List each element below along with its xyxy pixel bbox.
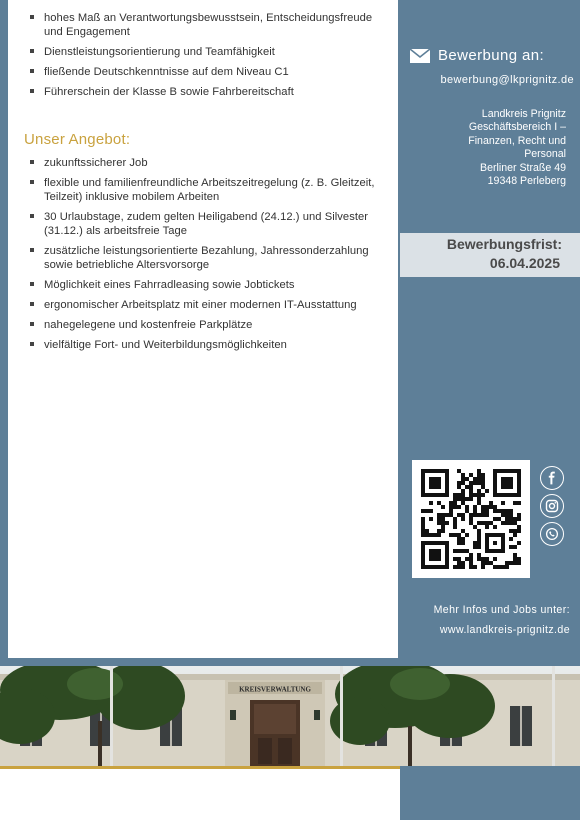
qr-module [469,557,473,561]
list-item: zusätzliche leistungsorientierte Bezahlung, Jahressonderzahlung sowie betriebliche Altersvorsorge [30,244,380,272]
qr-module [457,485,461,489]
qr-module [461,549,465,553]
qr-module [453,493,457,497]
qr-module [473,493,477,497]
more-info-label: Mehr Infos und Jobs unter: [433,604,570,616]
qr-module [517,501,521,505]
application-heading-text: Bewerbung an: [438,47,545,64]
qr-module [513,529,517,533]
qr-module [441,525,445,529]
qr-module [493,565,497,569]
qr-module [441,529,445,533]
qr-module [453,521,457,525]
qr-module [513,553,517,557]
qr-module [509,509,513,513]
qr-module [477,477,481,481]
qr-module [437,521,441,525]
qr-module [505,521,509,525]
qr-module [449,509,453,513]
qr-module [457,541,461,545]
qr-module [509,537,513,541]
qr-module [457,497,461,501]
list-item: flexible und familienfreundliche Arbeitszeitregelung (z. B. Gleitzeit, Teilzeit) inklusive mobilem Arbeiten [30,176,380,204]
qr-module [501,513,505,517]
qr-module [505,513,509,517]
qr-module [481,557,485,561]
qr-module [437,529,441,533]
gold-divider [0,766,400,769]
qr-module [453,557,457,561]
list-item: 30 Urlaubstage, zudem gelten Heiligabend (24.12.) und Silvester (31.12.) als arbeitsfreie Tage [30,210,380,238]
qr-module [473,509,477,513]
qr-module [441,517,445,521]
qr-module [461,497,465,501]
qr-module [461,541,465,545]
qr-module [421,509,425,513]
qr-module [505,517,509,521]
qr-module [477,541,481,545]
qr-module [477,545,481,549]
qr-module [469,513,473,517]
qr-module [429,533,433,537]
qr-module [481,473,485,477]
qr-module [485,513,489,517]
qr-module [477,521,481,525]
qr-module [489,561,493,565]
building-photo [0,666,580,766]
deadline-date: 06.04.2025 [489,255,560,271]
qr-module [421,533,425,537]
qr-module [485,521,489,525]
qr-module [465,533,469,537]
qr-module [425,533,429,537]
qr-module [501,501,505,505]
qr-module [481,505,485,509]
qr-module [477,537,481,541]
qr-module [505,509,509,513]
qr-module [469,497,473,501]
qr-module [481,521,485,525]
qr-module [489,501,493,505]
qr-module [421,521,425,525]
qr-module [509,521,513,525]
qr-module [517,529,521,533]
qr-module [473,513,477,517]
qr-module [517,557,521,561]
social-links [540,466,568,546]
qr-module [481,481,485,485]
qr-module [465,549,469,553]
address-line: Berliner Straße 49 [480,161,566,174]
qr-module [485,557,489,561]
qr-module [481,477,485,481]
qr-module [517,513,521,517]
qr-module [517,525,521,529]
qr-module [441,513,445,517]
qr-module [485,561,489,565]
qr-module [453,517,457,521]
list-item: Möglichkeit eines Fahrradleasing sowie Jobtickets [30,278,380,292]
qr-module [429,501,433,505]
qr-module [469,489,473,493]
qr-module [517,517,521,521]
qr-module [445,521,449,525]
list-item: ergonomischer Arbeitsplatz mit einer modernen IT-Ausstattung [30,298,380,312]
qr-module [493,505,497,509]
qr-module [473,525,477,529]
qr-module [461,501,465,505]
qr-module [421,529,425,533]
qr-module [461,513,465,517]
qr-module [437,533,441,537]
qr-module [465,497,469,501]
qr-module [513,561,517,565]
whatsapp-icon[interactable] [540,522,564,546]
qr-module [465,557,469,561]
requirements-list [30,11,390,105]
qr-module [481,513,485,517]
qr-module [449,533,453,537]
qr-module [465,505,469,509]
qr-module [477,529,481,533]
qr-module [457,481,461,485]
qr-module [477,557,481,561]
qr-module [473,505,477,509]
qr-module [509,561,513,565]
qr-module [477,469,481,473]
qr-module [481,493,485,497]
qr-module [513,517,517,521]
qr-module [433,533,437,537]
qr-module [485,525,489,529]
qr-module [457,533,461,537]
qr-module [457,505,461,509]
qr-module [501,565,505,569]
qr-module [481,509,485,513]
qr-module [517,541,521,545]
qr-module [469,561,473,565]
qr-module [457,565,461,569]
qr-module [457,557,461,561]
address-line: Finanzen, Recht und [468,134,566,147]
qr-module [441,521,445,525]
qr-module [473,545,477,549]
qr-module [457,469,461,473]
qr-module [461,537,465,541]
qr-module [485,509,489,513]
qr-module [477,533,481,537]
qr-module [453,549,457,553]
qr-module [461,561,465,565]
qr-module [469,485,473,489]
qr-module [457,561,461,565]
qr-module [485,489,489,493]
qr-module [481,561,485,565]
qr-module [477,481,481,485]
mail-icon [410,49,430,63]
qr-module [505,561,509,565]
qr-module [509,545,513,549]
qr-module [497,565,501,569]
qr-module [461,481,465,485]
qr-module [489,521,493,525]
qr-module [469,521,473,525]
qr-module [509,517,513,521]
qr-code[interactable] [412,460,530,578]
qr-module [473,541,477,545]
list-item: fließende Deutschkenntnisse auf dem Niveau C1 [30,65,390,79]
qr-module [485,505,489,509]
qr-module [465,485,469,489]
qr-module [477,513,481,517]
offer-list [30,156,380,358]
qr-module [429,509,433,513]
offer-heading: Unser Angebot: [24,131,131,148]
address-line: Geschäftsbereich I – [468,121,566,134]
qr-module [473,477,477,481]
facebook-icon[interactable] [540,466,564,490]
application-heading [410,47,576,64]
qr-module [469,493,473,497]
qr-module [493,517,497,521]
qr-module [501,521,505,525]
qr-module [473,565,477,569]
qr-module [445,513,449,517]
qr-module [477,493,481,497]
qr-module [453,501,457,505]
qr-module [421,517,425,521]
qr-module [513,557,517,561]
qr-module [457,493,461,497]
qr-module [513,521,517,525]
qr-module [481,565,485,569]
application-email-link[interactable]: bewerbung@lkprignitz.de [440,74,574,86]
qr-module [453,497,457,501]
qr-module [457,549,461,553]
qr-module [505,565,509,569]
qr-module [461,529,465,533]
building-sign-text: KREISVERWALTUNG [239,685,311,694]
qr-module [469,517,473,521]
qr-module [437,513,441,517]
qr-module [429,517,433,521]
qr-module [449,505,453,509]
qr-module [441,505,445,509]
qr-module [477,501,481,505]
deadline-label: Bewerbungsfrist: [446,236,562,252]
qr-module [513,545,517,549]
qr-module [469,473,473,477]
qr-module [461,473,465,477]
qr-module [477,473,481,477]
qr-module [493,509,497,513]
qr-module [437,517,441,521]
instagram-icon[interactable] [540,494,564,518]
list-item: zukunftssicherer Job [30,156,380,170]
qr-module [449,501,453,505]
qr-module [449,513,453,517]
qr-module [469,553,473,557]
address-line: 19348 Perleberg [487,175,566,188]
address-line: Personal [524,148,566,161]
qr-module [425,509,429,513]
qr-module [473,481,477,485]
qr-module [477,497,481,501]
list-item: vielfältige Fort- und Weiterbildungsmöglichkeiten [30,338,380,352]
qr-module [481,485,485,489]
qr-module [509,513,513,517]
qr-module [493,525,497,529]
qr-module [465,477,469,481]
qr-module [457,537,461,541]
qr-module [425,529,429,533]
qr-module [457,513,461,517]
qr-module [437,501,441,505]
list-item: Führerschein der Klasse B sowie Fahrbereitschaft [30,85,390,99]
qr-module [461,477,465,481]
qr-module [461,565,465,569]
qr-module [477,489,481,493]
qr-module [453,505,457,509]
qr-module [497,517,501,521]
qr-module [509,529,513,533]
qr-module [453,525,457,529]
qr-module [453,565,457,569]
qr-module [489,505,493,509]
address-line: Landkreis Prignitz [481,108,566,120]
application-address [420,108,566,188]
qr-module [513,533,517,537]
website-link[interactable]: www.landkreis-prignitz.de [439,624,570,636]
qr-module [493,557,497,561]
qr-module [453,533,457,537]
qr-module [497,509,501,513]
qr-module [469,565,473,569]
qr-module [421,525,425,529]
qr-module [517,561,521,565]
qr-module [461,517,465,521]
list-item: nahegelegene und kostenfreie Parkplätze [30,318,380,332]
qr-module [477,553,481,557]
qr-module [461,489,465,493]
list-item: hohes Maß an Verantwortungsbewusstsein, Entscheidungsfreude und Engagement [30,11,390,39]
qr-module [501,509,505,513]
list-item: Dienstleistungsorientierung und Teamfähigkeit [30,45,390,59]
qr-module [469,481,473,485]
qr-module [513,501,517,505]
qr-module [465,509,469,513]
qr-module [461,493,465,497]
